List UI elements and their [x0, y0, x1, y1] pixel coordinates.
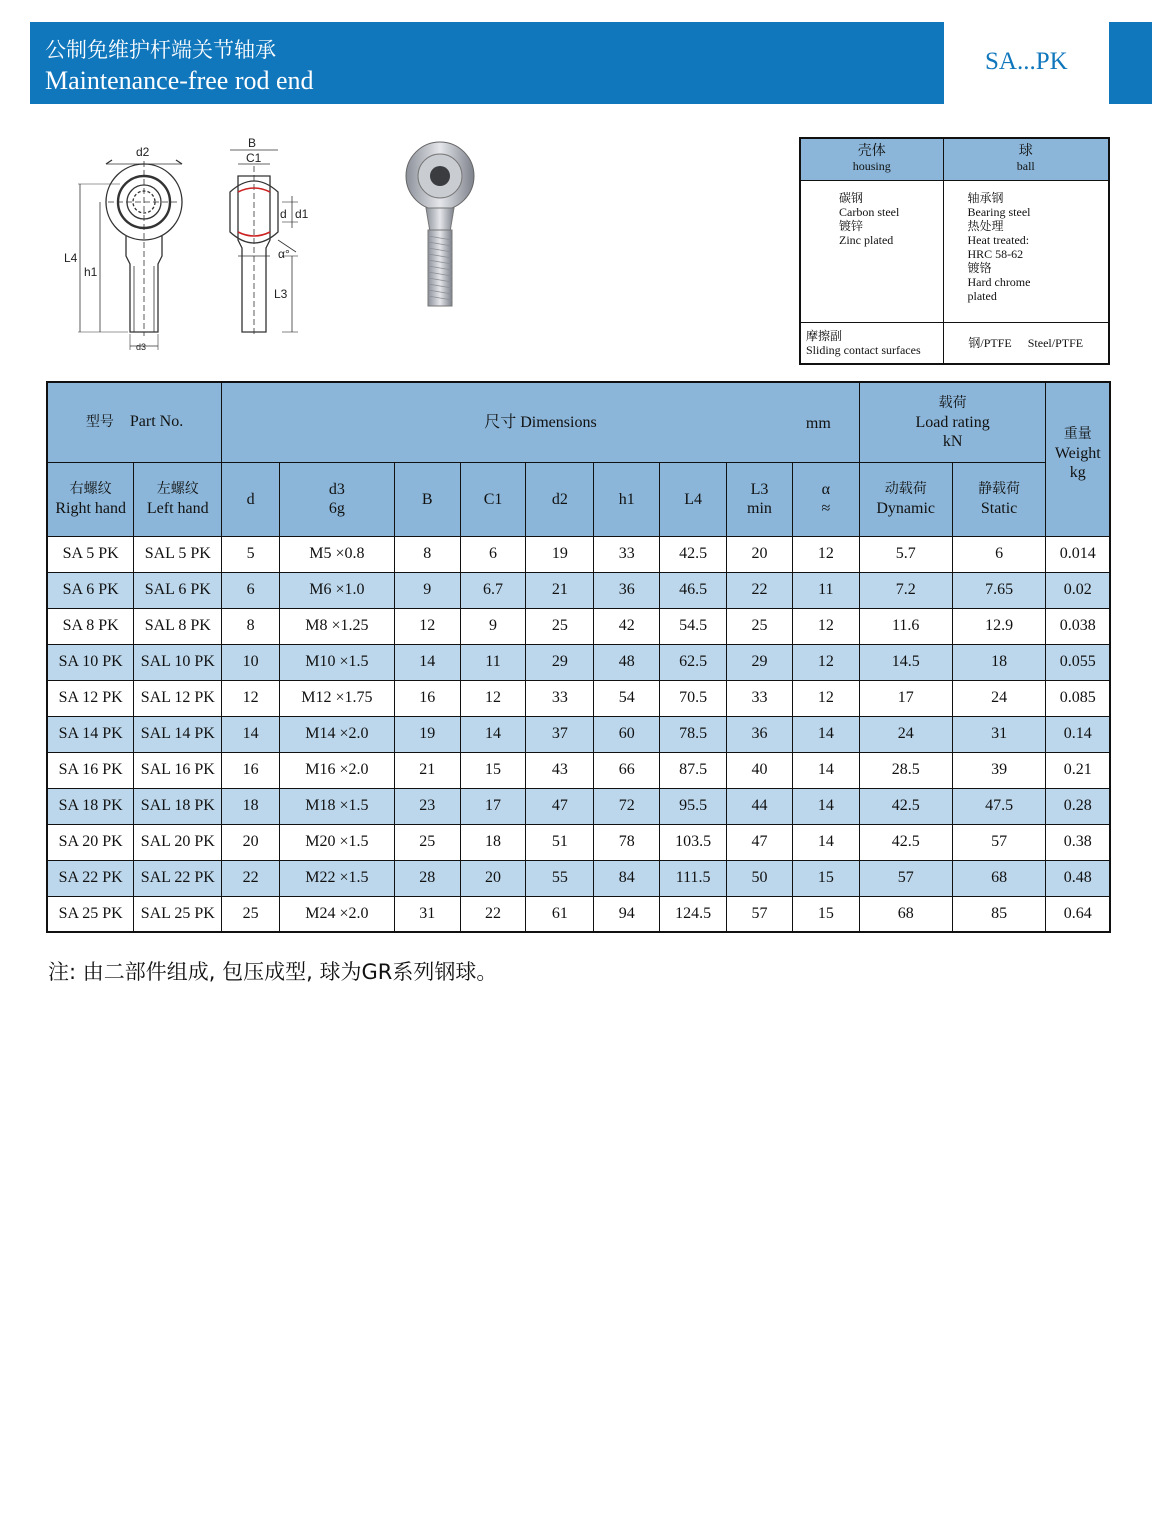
table-cell: 42.5 — [660, 536, 727, 572]
table-cell: SAL 6 PK — [134, 572, 222, 608]
table-cell: 14.5 — [859, 644, 952, 680]
table-cell: 54.5 — [660, 608, 727, 644]
table-cell: 17 — [460, 788, 526, 824]
table-cell: 61 — [526, 896, 594, 932]
table-cell: 0.21 — [1046, 752, 1110, 788]
table-cell: SAL 25 PK — [134, 896, 222, 932]
table-row — [47, 644, 1110, 680]
col-L3: L3 min — [727, 462, 793, 536]
ball-material: 轴承钢 Bearing steel 热处理 Heat treated: HRC 58-62 镀铬 Hard chrome plated — [943, 180, 1109, 322]
table-cell: 42 — [594, 608, 660, 644]
left-hand-header: 左螺纹 Left hand — [134, 462, 222, 536]
table-cell: 7.2 — [859, 572, 952, 608]
table-cell: 47.5 — [952, 788, 1046, 824]
col-alpha: α ≈ — [792, 462, 859, 536]
table-cell: 33 — [526, 680, 594, 716]
table-cell: 19 — [394, 716, 460, 752]
table-cell: 0.085 — [1046, 680, 1110, 716]
title-zh: 公制免维护杆端关节轴承 — [45, 38, 276, 62]
label-L3: L3 — [274, 287, 288, 301]
spec-table — [46, 381, 1111, 933]
table-cell: 11 — [460, 644, 526, 680]
table-cell: 95.5 — [660, 788, 727, 824]
table-cell: 14 — [792, 788, 859, 824]
table-cell: 17 — [859, 680, 952, 716]
table-cell: 14 — [792, 824, 859, 860]
table-cell: M8 ×1.25 — [280, 608, 395, 644]
table-cell: 57 — [859, 860, 952, 896]
col-d: d — [222, 462, 280, 536]
table-cell: 14 — [460, 716, 526, 752]
spec-table-body — [47, 536, 1110, 932]
col-dynamic: 动载荷 Dynamic — [859, 462, 952, 536]
table-cell: 18 — [952, 644, 1046, 680]
table-cell: 14 — [222, 716, 280, 752]
col-C1: C1 — [460, 462, 526, 536]
footnote: 注: 由二部件组成, 包压成型, 球为GR系列钢球。 — [48, 960, 498, 984]
table-cell: 111.5 — [660, 860, 727, 896]
friction-value: 钢/PTFE Steel/PTFE — [943, 322, 1109, 364]
table-cell: 7.65 — [952, 572, 1046, 608]
table-cell: 6 — [952, 536, 1046, 572]
table-cell: 5.7 — [859, 536, 952, 572]
table-cell: 21 — [394, 752, 460, 788]
header-banner — [30, 22, 944, 104]
label-C1: C1 — [246, 151, 262, 165]
header-accent-bar — [1109, 22, 1152, 104]
label-d1: d1 — [295, 207, 309, 221]
table-cell: 20 — [460, 860, 526, 896]
table-cell: 28.5 — [859, 752, 952, 788]
table-row — [47, 788, 1110, 824]
table-cell: 31 — [952, 716, 1046, 752]
table-cell: M24 ×2.0 — [280, 896, 395, 932]
table-cell: 6 — [460, 536, 526, 572]
table-row — [47, 680, 1110, 716]
table-cell: 8 — [394, 536, 460, 572]
part-no-header: 型号 Part No. — [47, 382, 222, 462]
title-en: Maintenance-free rod end — [45, 66, 314, 95]
table-cell: 12.9 — [952, 608, 1046, 644]
table-cell: 44 — [727, 788, 793, 824]
table-cell: 0.02 — [1046, 572, 1110, 608]
table-row — [47, 824, 1110, 860]
table-cell: 47 — [526, 788, 594, 824]
table-row — [47, 608, 1110, 644]
table-cell: 57 — [952, 824, 1046, 860]
table-cell: 18 — [460, 824, 526, 860]
label-alpha: α° — [278, 247, 290, 261]
table-cell: SAL 10 PK — [134, 644, 222, 680]
table-cell: 0.014 — [1046, 536, 1110, 572]
table-cell: 0.038 — [1046, 608, 1110, 644]
table-cell: 11 — [792, 572, 859, 608]
materials-table — [799, 137, 1110, 365]
table-cell: 28 — [394, 860, 460, 896]
table-cell: 15 — [792, 896, 859, 932]
table-row — [47, 716, 1110, 752]
table-cell: 0.38 — [1046, 824, 1110, 860]
table-cell: 23 — [394, 788, 460, 824]
housing-header: 壳体 housing — [800, 138, 943, 180]
table-cell: 51 — [526, 824, 594, 860]
table-cell: 55 — [526, 860, 594, 896]
table-cell: SA 16 PK — [47, 752, 134, 788]
table-cell: SAL 8 PK — [134, 608, 222, 644]
table-cell: 9 — [394, 572, 460, 608]
table-cell: 11.6 — [859, 608, 952, 644]
col-d3: d3 6g — [280, 462, 395, 536]
table-cell: 33 — [594, 536, 660, 572]
table-cell: 0.64 — [1046, 896, 1110, 932]
table-cell: 20 — [222, 824, 280, 860]
table-cell: 15 — [792, 860, 859, 896]
col-h1: h1 — [594, 462, 660, 536]
table-cell: 40 — [727, 752, 793, 788]
table-cell: SA 25 PK — [47, 896, 134, 932]
table-cell: 39 — [952, 752, 1046, 788]
table-cell: 25 — [526, 608, 594, 644]
friction-label: 摩擦副 Sliding contact surfaces — [800, 322, 943, 364]
table-cell: 66 — [594, 752, 660, 788]
right-hand-header: 右螺纹 Right hand — [47, 462, 134, 536]
table-cell: 29 — [727, 644, 793, 680]
table-cell: 12 — [792, 608, 859, 644]
table-cell: 12 — [792, 644, 859, 680]
table-cell: 18 — [222, 788, 280, 824]
col-B: B — [394, 462, 460, 536]
table-cell: 15 — [460, 752, 526, 788]
table-cell: 22 — [222, 860, 280, 896]
table-cell: 5 — [222, 536, 280, 572]
table-cell: SA 5 PK — [47, 536, 134, 572]
table-cell: 0.14 — [1046, 716, 1110, 752]
table-cell: 68 — [859, 896, 952, 932]
table-cell: 43 — [526, 752, 594, 788]
table-cell: SA 18 PK — [47, 788, 134, 824]
table-cell: 48 — [594, 644, 660, 680]
table-cell: 103.5 — [660, 824, 727, 860]
table-cell: SA 12 PK — [47, 680, 134, 716]
table-cell: 12 — [792, 536, 859, 572]
table-cell: SA 8 PK — [47, 608, 134, 644]
table-cell: SAL 20 PK — [134, 824, 222, 860]
table-cell: 24 — [859, 716, 952, 752]
table-cell: SAL 12 PK — [134, 680, 222, 716]
technical-drawing — [60, 136, 480, 358]
table-cell: M12 ×1.75 — [280, 680, 395, 716]
table-cell: 14 — [792, 716, 859, 752]
label-d: d — [280, 207, 287, 221]
table-cell: 12 — [394, 608, 460, 644]
table-cell: 60 — [594, 716, 660, 752]
table-cell: 36 — [594, 572, 660, 608]
table-cell: 21 — [526, 572, 594, 608]
dimensions-header: 尺寸 Dimensions mm — [222, 382, 860, 462]
table-cell: SAL 22 PK — [134, 860, 222, 896]
table-cell: 25 — [222, 896, 280, 932]
label-L4: L4 — [64, 251, 78, 265]
table-cell: 62.5 — [660, 644, 727, 680]
table-cell: 9 — [460, 608, 526, 644]
table-cell: 12 — [792, 680, 859, 716]
table-cell: 0.28 — [1046, 788, 1110, 824]
table-cell: 0.055 — [1046, 644, 1110, 680]
table-cell: 12 — [460, 680, 526, 716]
table-cell: 84 — [594, 860, 660, 896]
table-cell: SA 10 PK — [47, 644, 134, 680]
table-cell: SAL 14 PK — [134, 716, 222, 752]
table-cell: SA 6 PK — [47, 572, 134, 608]
table-cell: M22 ×1.5 — [280, 860, 395, 896]
table-cell: 85 — [952, 896, 1046, 932]
table-cell: SAL 5 PK — [134, 536, 222, 572]
table-cell: 6 — [222, 572, 280, 608]
label-d3: d3 — [136, 342, 147, 352]
series-code: SA...PK — [985, 48, 1068, 75]
weight-header: 重量 Weight kg — [1046, 382, 1110, 536]
load-rating-header: 载荷 Load rating kN — [859, 382, 1046, 462]
table-cell: 70.5 — [660, 680, 727, 716]
table-cell: M16 ×2.0 — [280, 752, 395, 788]
table-cell: 25 — [394, 824, 460, 860]
table-cell: 33 — [727, 680, 793, 716]
table-cell: 16 — [222, 752, 280, 788]
label-d2: d2 — [136, 145, 150, 159]
table-row — [47, 752, 1110, 788]
table-cell: 124.5 — [660, 896, 727, 932]
table-cell: 87.5 — [660, 752, 727, 788]
table-cell: 22 — [727, 572, 793, 608]
table-cell: M6 ×1.0 — [280, 572, 395, 608]
table-cell: 14 — [394, 644, 460, 680]
table-cell: 22 — [460, 896, 526, 932]
table-cell: 19 — [526, 536, 594, 572]
table-cell: M20 ×1.5 — [280, 824, 395, 860]
housing-material: 碳钢 Carbon steel 镀锌 Zinc plated — [800, 180, 943, 322]
table-cell: SAL 18 PK — [134, 788, 222, 824]
table-cell: 24 — [952, 680, 1046, 716]
table-cell: 29 — [526, 644, 594, 680]
table-cell: 8 — [222, 608, 280, 644]
table-cell: 47 — [727, 824, 793, 860]
table-row — [47, 896, 1110, 932]
table-cell: 72 — [594, 788, 660, 824]
table-cell: 57 — [727, 896, 793, 932]
table-cell: 6.7 — [460, 572, 526, 608]
table-cell: 94 — [594, 896, 660, 932]
table-cell: SAL 16 PK — [134, 752, 222, 788]
rod-end-photo — [406, 142, 474, 306]
label-h1: h1 — [84, 265, 98, 279]
table-cell: M5 ×0.8 — [280, 536, 395, 572]
table-cell: 31 — [394, 896, 460, 932]
table-cell: 42.5 — [859, 824, 952, 860]
table-row — [47, 572, 1110, 608]
table-cell: 36 — [727, 716, 793, 752]
table-cell: 46.5 — [660, 572, 727, 608]
table-cell: 0.48 — [1046, 860, 1110, 896]
table-cell: 10 — [222, 644, 280, 680]
table-cell: 14 — [792, 752, 859, 788]
table-cell: 50 — [727, 860, 793, 896]
table-cell: SA 14 PK — [47, 716, 134, 752]
table-cell: 16 — [394, 680, 460, 716]
table-cell: 78.5 — [660, 716, 727, 752]
table-row — [47, 860, 1110, 896]
table-cell: 42.5 — [859, 788, 952, 824]
table-cell: M18 ×1.5 — [280, 788, 395, 824]
col-static: 静载荷 Static — [952, 462, 1046, 536]
ball-header: 球 ball — [943, 138, 1109, 180]
col-L4: L4 — [660, 462, 727, 536]
table-cell: 25 — [727, 608, 793, 644]
table-cell: 12 — [222, 680, 280, 716]
table-cell: SA 20 PK — [47, 824, 134, 860]
col-d2: d2 — [526, 462, 594, 536]
table-cell: 20 — [727, 536, 793, 572]
table-cell: 68 — [952, 860, 1046, 896]
table-cell: M10 ×1.5 — [280, 644, 395, 680]
table-cell: 37 — [526, 716, 594, 752]
table-cell: 54 — [594, 680, 660, 716]
label-B: B — [248, 136, 257, 150]
table-cell: 78 — [594, 824, 660, 860]
table-row — [47, 536, 1110, 572]
table-cell: M14 ×2.0 — [280, 716, 395, 752]
table-cell: SA 22 PK — [47, 860, 134, 896]
